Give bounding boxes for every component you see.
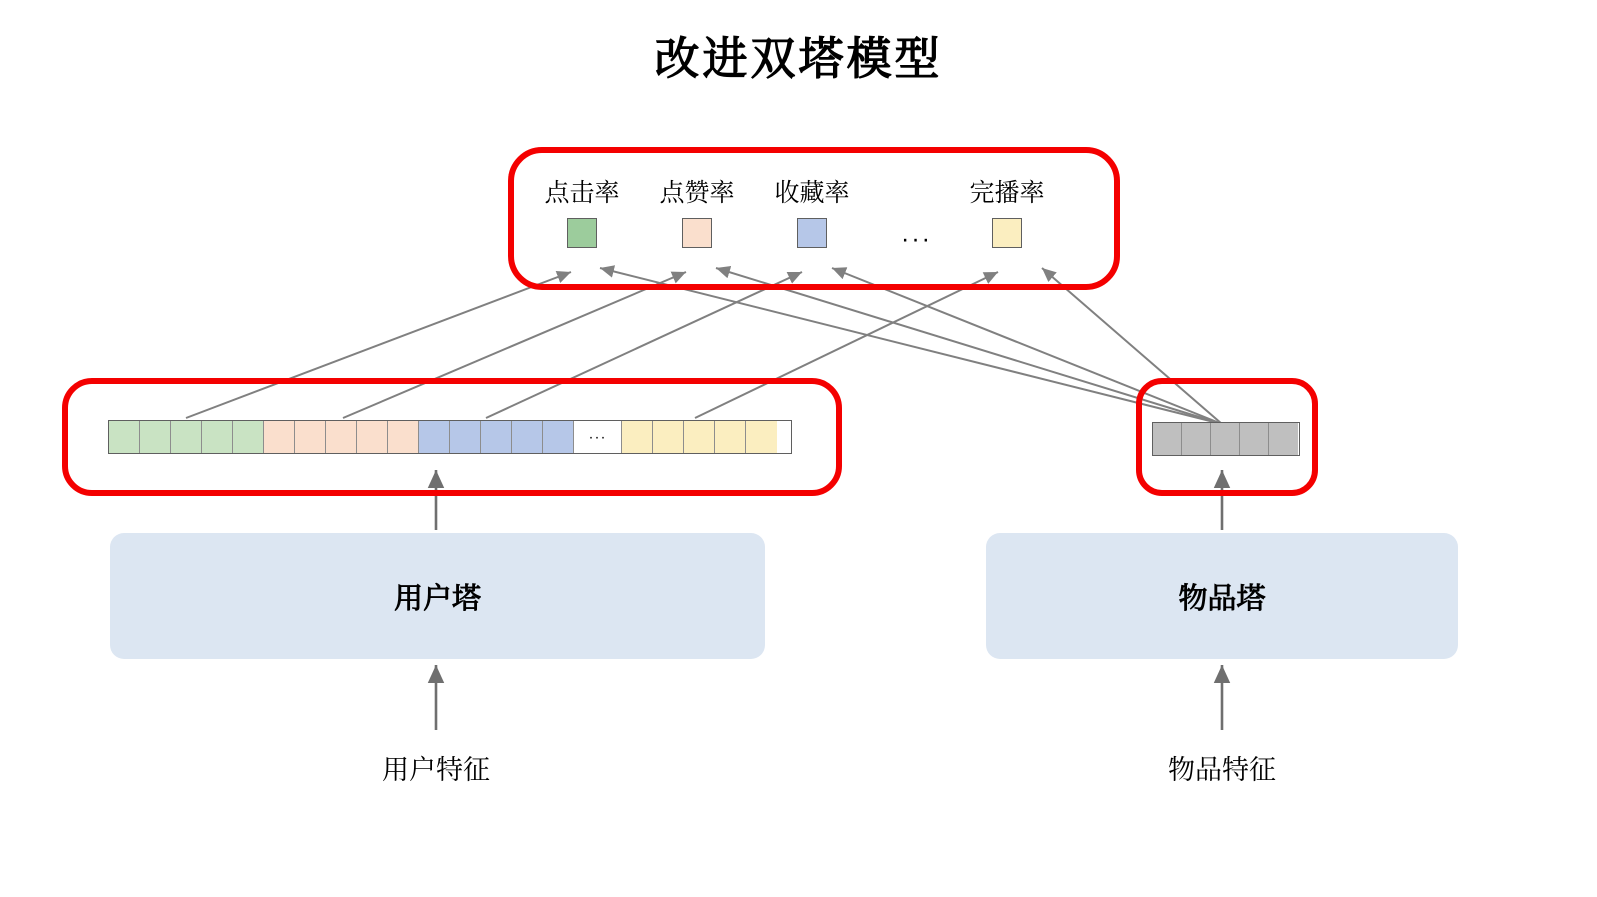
user-cell (543, 421, 574, 453)
item-cell (1182, 423, 1211, 455)
output-heads-ellipsis: ··· (901, 225, 932, 253)
output-head-finish-label: 完播率 (969, 179, 1045, 207)
user-cell (140, 421, 171, 453)
user-cell (419, 421, 450, 453)
user-cell (233, 421, 264, 453)
item-cell (1153, 423, 1182, 455)
item-feature-label: 物品特征 (1168, 755, 1276, 785)
user-cell (202, 421, 233, 453)
output-head-click-swatch (567, 218, 597, 248)
user-tower-label: 用户塔 (393, 582, 481, 615)
item-cell (1269, 423, 1298, 455)
output-head-collect-label: 收藏率 (774, 179, 850, 207)
user-cell (481, 421, 512, 453)
user-cell (622, 421, 653, 453)
output-head-finish[interactable] (955, 178, 1059, 248)
user-cell (326, 421, 357, 453)
user-cell (746, 421, 777, 453)
user-cell (715, 421, 746, 453)
item-cell (1211, 423, 1240, 455)
user-cell (684, 421, 715, 453)
user-vector-ellipsis-cell (574, 421, 622, 453)
output-head-collect[interactable] (760, 178, 864, 248)
user-cell (264, 421, 295, 453)
user-cell (388, 421, 419, 453)
user-cell (109, 421, 140, 453)
item-embedding-vector (1152, 422, 1300, 456)
output-head-collect-swatch (797, 218, 827, 248)
user-cell (295, 421, 326, 453)
user-cell (653, 421, 684, 453)
output-head-like-label: 点赞率 (659, 179, 735, 207)
item-tower[interactable] (986, 533, 1458, 659)
user-embedding-vector (108, 420, 792, 454)
item-cell (1240, 423, 1269, 455)
output-head-click-label: 点击率 (544, 179, 620, 207)
user-cell (450, 421, 481, 453)
item-tower-label: 物品塔 (1178, 582, 1266, 615)
output-head-finish-swatch (992, 218, 1022, 248)
user-tower[interactable] (110, 533, 765, 659)
user-cell (171, 421, 202, 453)
output-head-like-swatch (682, 218, 712, 248)
user-feature-label: 用户特征 (382, 755, 490, 785)
output-head-click[interactable] (530, 178, 634, 248)
output-head-like[interactable] (645, 178, 749, 248)
user-cell (357, 421, 388, 453)
user-cell (512, 421, 543, 453)
page-title: 改进双塔模型 (654, 32, 943, 85)
